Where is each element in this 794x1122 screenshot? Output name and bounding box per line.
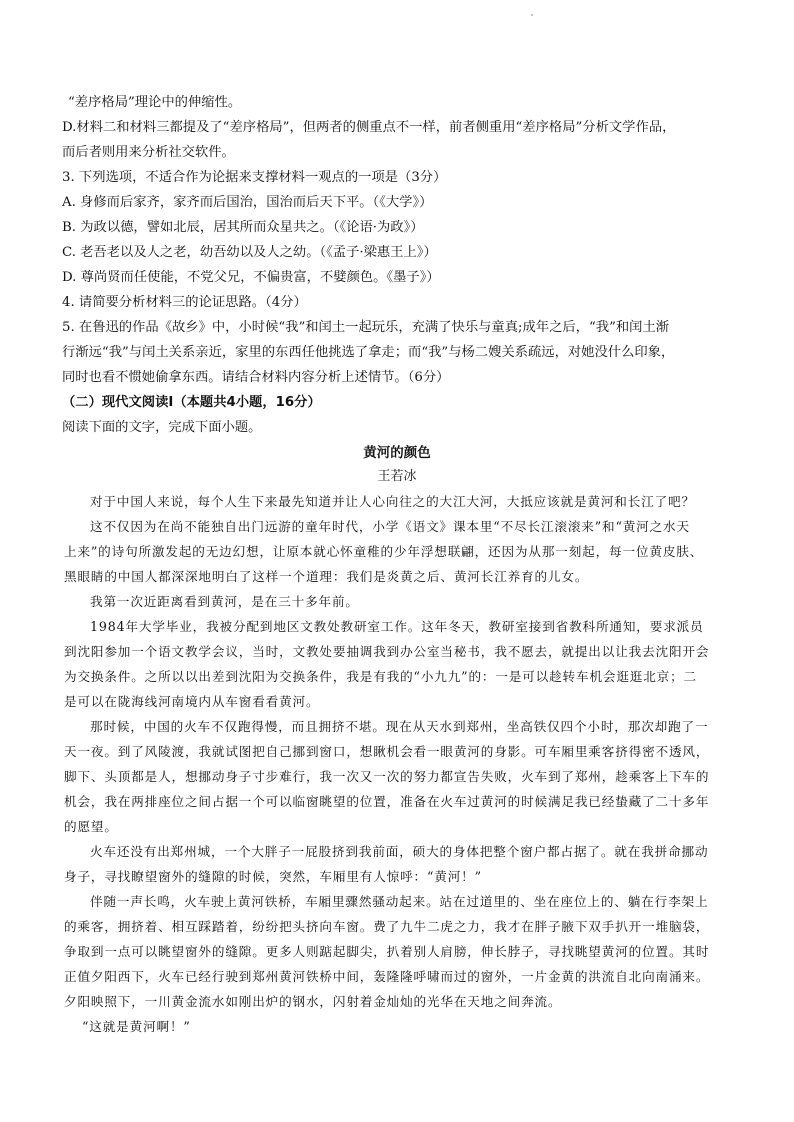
paragraph-line: 脚下、头顶都是人，想挪动身子寸步难行，我一次又一次的努力都宣告失败，火车到了郑州，趁乘客上下车的 [64,769,710,784]
paragraph-line: 1984年大学毕业，我被分配到地区文教处教研室工作。这年冬天，教研室接到省教科所通知，要求派员 [90,619,704,634]
paragraph-line: 伴随一声长鸣，火车驶上黄河铁桥，车厢里骤然骚动起来。站在过道里的、坐在座位上的、躺在行李架上 [90,894,709,909]
paragraph-line: 上来”的诗句所激发起的无边幻想，让原本就心怀童稚的少年浮想联翩，还因为从那一刻起，每一位黄皮肤、 [64,544,704,559]
text-line: B. 为政以德，譬如北辰，居其所而众星共之。（《论语·为政》） [62,220,424,235]
text-line: 同时也看不惯她偷拿东西。请结合材料内容分析上述情节。（6分） [62,370,450,385]
text-line: 5. 在鲁迅的作品《故乡》中，小时候“我”和闰土一起玩乐，充满了快乐与童真;成年之后，“我”和闰土渐 [62,320,670,335]
paragraph-line: 夕阳映照下，一川黄金流水如刚出炉的钢水，闪射着金灿灿的光华在天地之间奔流。 [64,994,562,1009]
paragraph-line: 的乘客，拥挤着、相互踩踏着，纷纷把头挤向车窗。费了九牛二虎之力，我才在胖子腋下双手扒开一堆脑袋， [64,919,710,934]
paragraph-line: 正值夕阳西下，火车已经行驶到郑州黄河铁桥中间，轰隆隆呼啸而过的窗外，一片金黄的洪流自北向南涌来。 [64,969,710,984]
paragraph-line: 那时候，中国的火车不仅跑得慢，而且拥挤不堪。现在从天水到郑州，坐高铁仅四个小时，那次却跑了一 [90,719,709,734]
paragraph-line: 的愿望。 [64,819,118,834]
article-title: 黄河的颜色 [363,445,431,461]
paragraph-line: 到沈阳参加一个语文教学会议，当时，文教处要抽调我到办公室当秘书，我不愿去，就提出以让我去沈阳开会 [64,644,710,659]
scan-speck [531,14,533,16]
text-line: 而后者则用来分析社交软件。 [62,145,235,160]
paragraph-line: 这不仅因为在尚不能独自出门远游的童年时代，小学《语文》课本里“不尽长江滚滚来”和“黄河之水天 [90,519,690,534]
paragraph-line: 是可以在陇海线河南境内从车窗看看黄河。 [64,694,320,709]
text-line: 4. 请简要分析材料三的论证思路。（4分） [62,295,307,310]
paragraph-line: 黑眼睛的中国人都深深地明白了这样一个道理：我们是炎黄之后、黄河长江养育的儿女。 [64,569,589,584]
paragraph-line: 对于中国人来说，每个人生下来最先知道并让人心向往之的大江大河，大抵应该就是黄河和长江了吧？ [90,494,695,509]
paragraph-line: 争取到一点可以眺望窗外的缝隙。更多人则踮起脚尖，扒着别人肩膀，伸长脖子，寻找眺望黄河的位置。其时 [64,944,710,959]
paragraph-line: 机会，我在两排座位之间占据一个可以临窗眺望的位置，准备在火车过黄河的时候满足我已经蛰藏了二十多年 [64,794,710,809]
paragraph-line: 身子，寻找瞭望窗外的缝隙的时候，突然，车厢里有人惊呼：“黄河！” [64,869,482,884]
text-line: D. 尊尚贤而任使能，不党父兄，不偏贵富，不嬖颜色。《墨子》） [62,270,440,285]
article-author: 王若冰 [377,469,417,484]
text-line: “差序格局”理论中的伸缩性。 [68,95,242,110]
text-line: C. 老吾老以及人之老，幼吾幼以及人之幼。（《孟子·梁惠王上》） [62,245,437,260]
paragraph-line: 为交换条件。之所以以出差到沈阳为交换条件，我是有我的“小九九”的：一是可以趁转车机会逛逛北京；二 [64,669,697,684]
paragraph-line: 我第一次近距离看到黄河，是在三十多年前。 [90,594,359,609]
paragraph-line: 天一夜。到了风陵渡，我就试图把自己挪到窗口，想瞅机会看一眼黄河的身影。可车厢里乘客挤得密不透风， [64,744,710,759]
text-line: A. 身修而后家齐，家齐而后国治，国治而后天下平。（《大学》） [62,195,433,210]
section-instruction: 阅读下面的文字，完成下面小题。 [62,420,262,435]
text-line: D.材料二和材料三都提及了“差序格局”，但两者的侧重点不一样，前者侧重用“差序格局”分析文学作品， [62,120,676,135]
paragraph-line: 火车还没有出郑州城，一个大胖子一屁股挤到我前面，硕大的身体把整个窗户都占据了。就在我拼命挪动 [90,844,709,859]
section-heading: （二）现代文阅读Ⅰ（本题共4小题，16分） [62,395,321,410]
text-line: 3. 下列选项，不适合作为论据来支撑材料一观点的一项是（3分） [62,170,447,185]
paragraph-line: “这就是黄河啊！” [82,1019,191,1034]
text-line: 行渐远“我”与闰土关系亲近，家里的东西任他挑选了拿走；而“我”与杨二嫂关系疏远，对她没什么印象， [62,345,675,360]
